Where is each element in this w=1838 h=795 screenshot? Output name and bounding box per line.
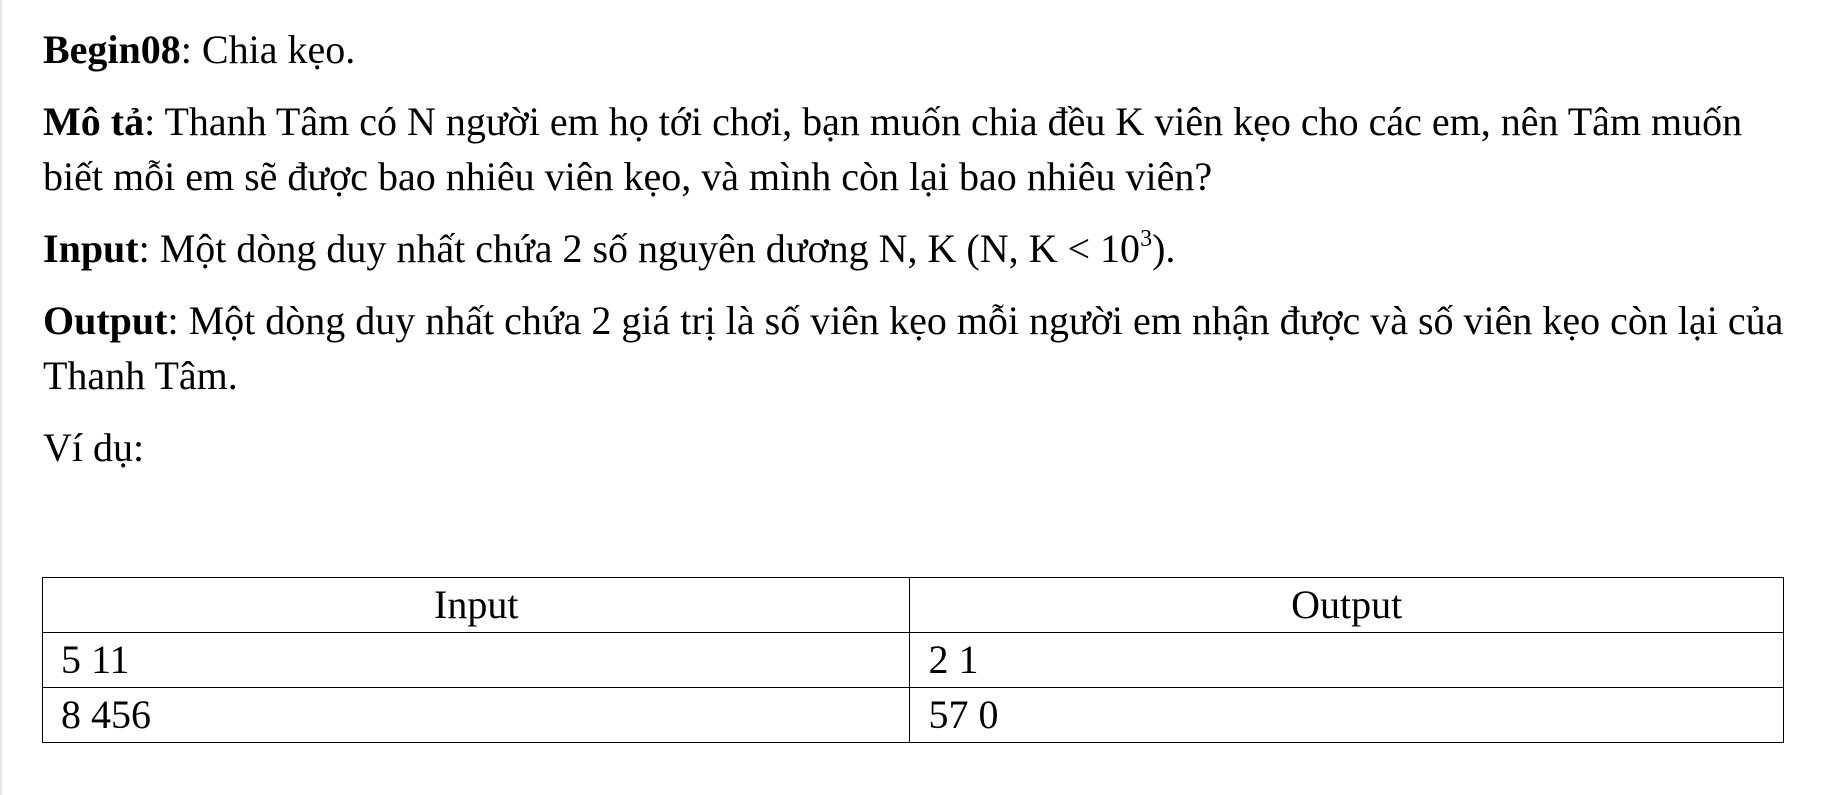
problem-code: Begin08	[43, 27, 181, 72]
output-text: : Một dòng duy nhất chứa 2 giá trị là số viên kẹo mỗi người em nhận được và số viên kẹo còn lại của Thanh Tâm.	[43, 298, 1784, 398]
problem-statement	[43, 22, 1803, 492]
example-table	[42, 577, 1784, 743]
example-heading: Ví dụ:	[43, 425, 145, 470]
problem-title-text: : Chia kẹo.	[180, 27, 356, 72]
table-header-row	[43, 578, 1784, 633]
table-row	[43, 688, 1784, 743]
description-text: : Thanh Tâm có N người em họ tới chơi, bạn muốn chia đều K viên kẹo cho các em, nên Tâm muốn biết mỗi em sẽ được bao nhiêu viên kẹo, và mình còn lại bao nhiêu viên?	[43, 99, 1743, 199]
description-label: Mô tả	[43, 99, 145, 144]
table-cell-output: 2 1	[910, 633, 1784, 688]
input-text-before: : Một dòng duy nhất chứa 2 số nguyên dương N, K (N, K < 10	[138, 226, 1141, 271]
table-header-input: Input	[43, 578, 910, 633]
problem-title	[43, 22, 1803, 77]
input-text-after: ).	[1152, 226, 1176, 271]
input-superscript: 3	[1140, 226, 1153, 252]
problem-description	[43, 94, 1803, 204]
input-spec	[43, 221, 1803, 276]
output-label: Output	[43, 298, 168, 343]
table-cell-input: 8 456	[43, 688, 910, 743]
table-cell-output: 57 0	[910, 688, 1784, 743]
page-left-border	[0, 0, 2, 795]
input-label: Input	[43, 226, 139, 271]
output-spec	[43, 293, 1803, 403]
table-row	[43, 633, 1784, 688]
table-header-output: Output	[910, 578, 1784, 633]
table-cell-input: 5 11	[43, 633, 910, 688]
